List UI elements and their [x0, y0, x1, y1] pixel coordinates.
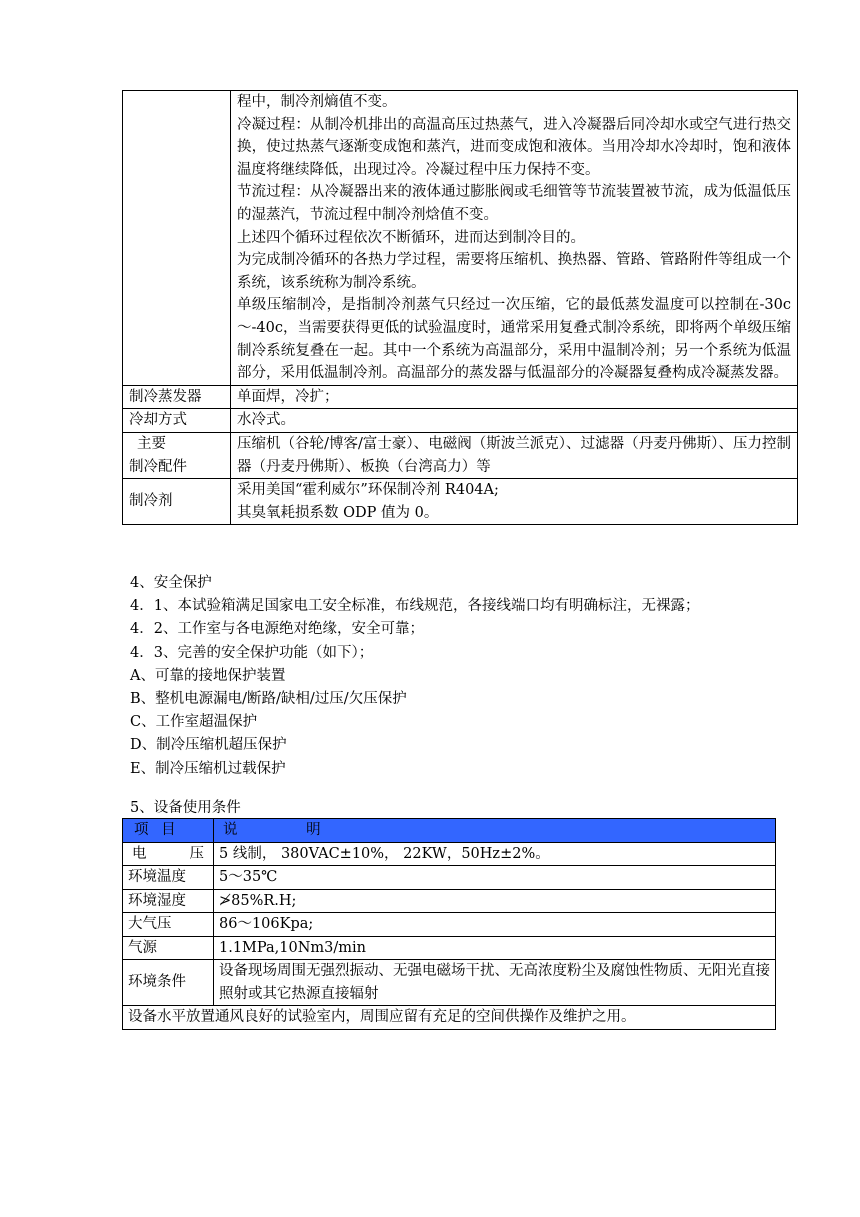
row-value: 1.1MPa,10Nm3/min — [214, 936, 776, 960]
row-key — [123, 432, 231, 478]
value-line: 采用美国“霍利威尔”环保制冷剂 R404A; — [237, 482, 499, 499]
paragraph: 程中，制冷剂熵值不变。 — [237, 94, 397, 110]
row-value: 单面焊，冷扩； — [231, 385, 798, 409]
table-row — [123, 889, 776, 913]
header-item-char: 项 — [134, 822, 149, 838]
refrigeration-spec-table — [122, 90, 798, 525]
row-key: 制冷蒸发器 — [123, 385, 231, 409]
row-key: 大气压 — [123, 913, 214, 937]
key-char: 电 — [132, 845, 147, 862]
row-key: 制冷剂 — [123, 479, 231, 525]
row-value: 水冷式。 — [231, 409, 798, 433]
table-row — [123, 432, 798, 478]
list-item: 4．1、本试验箱满足国家电工安全标准，布线规范，各接线端口均有明确标注，无裸露； — [130, 598, 700, 615]
row-key: 冷却方式 — [123, 409, 231, 433]
section-heading: 5、设备使用条件 — [130, 800, 241, 816]
paragraph: 单级压缩制冷，是指制冷剂蒸气只经过一次压缩，它的最低蒸发温度可以控制在-30c～-40c，当需要获得更低的试验温度时，通常采用复叠式制冷系统，即将两个单级压缩制冷系统复叠在一起。其中一个系统为高温部分，采用中温制冷剂；另一个系统为低温部分，采用低温制冷剂。高温部分的蒸发器与低温部分的冷凝器复叠构成冷凝蒸发器。 — [237, 297, 791, 382]
row-value: ≯85%R.H; — [214, 889, 776, 913]
row-key: 环境湿度 — [123, 889, 214, 913]
list-item: B、整机电源漏电/断路/缺相/过压/欠压保护 — [130, 691, 407, 708]
list-item: D、制冷压缩机超压保护 — [130, 737, 287, 754]
footer-note: 设备水平放置通风良好的试验室内，周围应留有充足的空间供操作及维护之用。 — [123, 1006, 776, 1030]
table-row — [123, 913, 776, 937]
row-value: 86～106Kpa; — [214, 913, 776, 937]
paragraph: 为完成制冷循环的各热力学过程，需要将压缩机、换热器、管路、管路附件等组成一个系统，该系统称为制冷系统。 — [237, 252, 791, 291]
value-line: 其臭氧耗损系数 ODP 值为 0。 — [237, 504, 439, 521]
paragraph: 节流过程：从冷凝器出来的液体通过膨胀阀或毛细管等节流装置被节流，成为低温低压的湿蒸汽，节流过程中制冷剂焓值不变。 — [237, 184, 791, 223]
row-value: 5～35℃ — [214, 866, 776, 890]
paragraph: 冷凝过程：从制冷机排出的高温高压过热蒸气，进入冷凝器后同冷却水或空气进行热交换，使过热蒸气逐渐变成饱和蒸汽，进而变成饱和液体。当用冷却水冷却时，饱和液体温度将继续降低，出现过冷。冷凝过程中压力保持不变。 — [237, 116, 791, 178]
row-value: 5 线制， 380VAC±10%， 22KW，50Hz±2%。 — [214, 842, 776, 866]
section-heading: 4、安全保护 — [130, 575, 212, 591]
row-key — [123, 842, 214, 866]
list-item: A、可靠的接地保护装置 — [130, 667, 286, 684]
table-row — [123, 385, 798, 409]
key-line: 主要 — [137, 435, 166, 452]
key-line: 制冷配件 — [129, 458, 187, 475]
header-item-cell — [123, 819, 214, 843]
list-item: 4．3、完善的安全保护功能（如下）； — [130, 644, 374, 661]
empty-key-cell — [123, 91, 231, 386]
paragraph: 上述四个循环过程依次不断循环，进而达到制冷目的。 — [237, 229, 585, 246]
table-row — [123, 936, 776, 960]
row-value: 设备现场周围无强烈振动、无强电磁场干扰、无高浓度粉尘及腐蚀性物质、无阳光直接照射或其它热源直接辐射 — [214, 960, 776, 1006]
header-desc-cell — [214, 819, 776, 843]
usage-conditions-table — [122, 818, 776, 1030]
header-desc-char: 说 — [223, 822, 238, 838]
table-row — [123, 1006, 776, 1030]
refrigeration-process-text — [231, 91, 798, 386]
row-key: 环境温度 — [123, 866, 214, 890]
row-value: 压缩机（谷轮/博客/富士豪）、电磁阀（斯波兰派克）、过滤器（丹麦丹佛斯）、压力控制器（丹麦丹佛斯）、板换（台湾高力）等 — [231, 432, 798, 478]
table-header-row — [123, 819, 776, 843]
table-row — [123, 479, 798, 525]
list-item: C、工作室超温保护 — [130, 714, 258, 731]
table-row — [123, 91, 798, 386]
table-row — [123, 960, 776, 1006]
table-row — [123, 842, 776, 866]
safety-protection-section — [130, 572, 699, 781]
key-char: 压 — [189, 845, 204, 862]
header-item-char: 目 — [161, 822, 176, 838]
header-desc-char: 明 — [306, 822, 321, 838]
row-value — [231, 479, 798, 525]
row-key: 环境条件 — [123, 960, 214, 1006]
row-key: 气源 — [123, 936, 214, 960]
table-row — [123, 866, 776, 890]
table-row — [123, 409, 798, 433]
list-item: E、制冷压缩机过载保护 — [130, 760, 286, 777]
list-item: 4．2、工作室与各电源绝对绝缘，安全可靠； — [130, 621, 424, 638]
